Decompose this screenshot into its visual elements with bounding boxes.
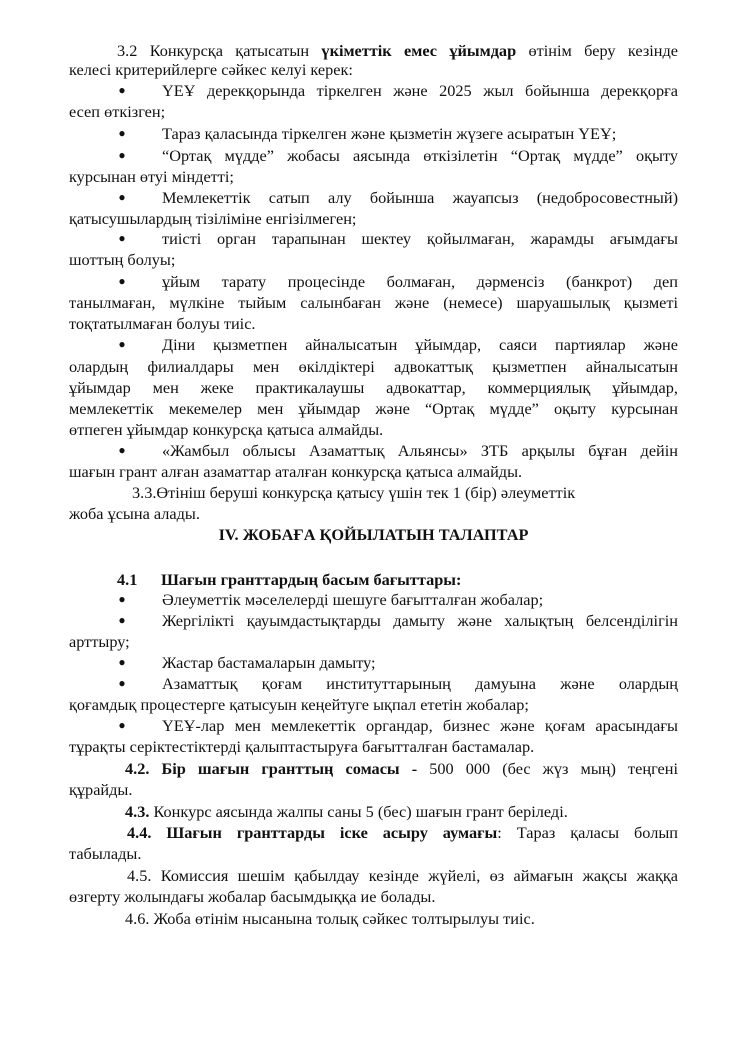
paragraph-4-5-line1: 4.5. Комиссия шешім қабылдау кезінде жүйелі, өз аймағын жақсы жаққа: [127, 866, 678, 885]
subheading-number: 4.1: [117, 570, 138, 589]
list-item-continuation: арттыру;: [69, 632, 130, 651]
paragraph-4-2-line1: [125, 758, 678, 779]
paragraph-3-3-line2: жоба ұсына алады.: [69, 504, 200, 523]
bullet-icon: ●: [118, 126, 126, 140]
list-item-continuation: курсынан өтуі міндетті;: [69, 167, 234, 186]
bullet-icon: ●: [118, 718, 126, 732]
bullet-icon: ●: [118, 592, 126, 606]
bullet-icon: ●: [118, 613, 126, 627]
bullet-icon: ●: [118, 443, 126, 457]
paragraph-3-2-bold: үкіметтік емес ұйымдар: [321, 41, 517, 60]
list-item-text: Тараз қаласында тіркелген және қызметін жүзеге асыратын ҮЕҰ;: [162, 124, 617, 143]
bullet-icon: ●: [118, 190, 126, 204]
list-item-text: “Ортақ мүдде” жобасы аясында өткізілетін “Ортақ мүдде” оқыту: [162, 146, 678, 165]
list-item-continuation: олардың филиалдары мен өкілдіктері адвокаттық қызметпен айналысатын: [69, 357, 678, 376]
bullet-icon: ●: [118, 83, 126, 97]
list-item-text: Жастар бастамаларын дамыту;: [162, 653, 376, 672]
list-item-text: Азаматтық қоғам институттарының дамуына және олардың: [162, 674, 678, 693]
list-item-text: Әлеуметтік мәселелерді шешуге бағытталған жобалар;: [162, 590, 544, 609]
list-item-text: ұйым тарату процесінде болмаған, дәрменсіз (банкрот) деп: [162, 272, 678, 291]
paragraph-3-2-text-end: өтінім беру кезінде: [516, 41, 678, 60]
list-item-text: тиісті орган тарапынан шектеу қойылмаған, жарамды ағымдағы: [162, 229, 678, 248]
subheading-title: Шағын гранттардың басым бағыттары:: [161, 570, 462, 589]
section-heading: IV. ЖОБАҒА ҚОЙЫЛАТЫН ТАЛАПТАР: [218, 525, 529, 544]
paragraph-4-2-text: 500 000 (бес жүз мың) теңгені: [417, 759, 678, 778]
list-item-continuation: ұйымдар мен жеке практикалаушы адвокаттар, коммерциялық ұйымдар,: [69, 378, 678, 397]
list-item-continuation: мемлекеттік мекемелер мен ұйымдар және “Ортақ мүдде” оқыту курсынан: [69, 399, 678, 418]
list-item-continuation: танылмаған, мүлкіне тыйым салынбаған және (немесе) шаруашылық қызметі: [69, 293, 678, 312]
subheading-4-1: [117, 569, 461, 590]
bullet-icon: ●: [118, 337, 126, 351]
list-item-continuation: шағын грант алған азаматтар аталған конкурсқа қатыса алмайды.: [69, 462, 523, 481]
paragraph-3-2-text: 3.2 Конкурсқа қатысатын: [117, 41, 322, 60]
paragraph-4-3: [125, 801, 678, 822]
list-item-text: Мемлекеттік сатып алу бойынша жауапсыз (недобросовестный): [162, 188, 678, 207]
bullet-icon: ●: [118, 148, 126, 162]
list-item-continuation: қоғамдық процестерге қатысуын кеңейтуге ықпал ететін жобалар;: [69, 695, 529, 714]
list-item-text: «Жамбыл облысы Азаматтық Альянсы» ЗТБ арқылы бұған дейін: [162, 441, 678, 460]
bullet-icon: ●: [118, 676, 126, 690]
paragraph-4-2-line2: құрайды.: [69, 780, 133, 799]
paragraph-4-5-line2: өзгерту жолындағы жобалар басымдыққа ие болады.: [69, 887, 436, 906]
paragraph-4-3-bold: 4.3.: [125, 802, 150, 821]
paragraph-4-4-text: : Тараз қаласы болып: [497, 823, 678, 842]
paragraph-3-2-line2: келесі критерийлерге сәйкес келуі керек:: [69, 60, 353, 79]
paragraph-3-3-line1: 3.3.Өтініш беруші конкурсқа қатысу үшін тек 1 (бір) әлеуметтік: [132, 483, 576, 502]
paragraph-4-2-bold: 4.2. Бір шағын гранттың сомасы -: [125, 759, 418, 778]
list-item-continuation: тұрақты серіктестіктерді қалыптастыруға бағытталған бастамалар.: [69, 737, 535, 756]
list-item-text: ҮЕҰ дерекқорында тіркелген және 2025 жыл бойынша дерекқорға: [162, 81, 678, 100]
paragraph-4-4-bold: 4.4. Шағын гранттарды іске асыру аумағы: [127, 823, 498, 842]
paragraph-4-6: 4.6. Жоба өтінім нысанына толық сәйкес толтырылуы тиіс.: [125, 909, 535, 928]
list-item-text: ҮЕҰ-лар мен мемлекеттік органдар, бизнес және қоғам арасындағы: [162, 716, 678, 735]
list-item-continuation: қатысушылардың тізіліміне енгізілмеген;: [69, 209, 357, 228]
list-item-continuation: есеп өткізген;: [69, 102, 166, 121]
paragraph-4-4-line2: табылады.: [69, 844, 142, 863]
paragraph-4-4-line1: [127, 822, 678, 843]
paragraph-4-3-text: Конкурс аясында жалпы саны 5 (бес) шағын грант беріледі.: [149, 802, 568, 821]
list-item-text: Жергілікті қауымдастықтарды дамыту және халықтың белсенділігін: [162, 611, 678, 630]
bullet-icon: ●: [118, 231, 126, 245]
list-item-continuation: тоқтатылмаған болуы тиіс.: [69, 314, 256, 333]
list-item-continuation: өтпеген ұйымдар конкурсқа қатыса алмайды.: [69, 420, 384, 439]
list-item-text: Діни қызметпен айналысатын ұйымдар, саяси партиялар және: [162, 335, 678, 354]
bullet-icon: ●: [118, 274, 126, 288]
list-item-continuation: шоттың болуы;: [69, 250, 176, 269]
bullet-icon: ●: [118, 655, 126, 669]
